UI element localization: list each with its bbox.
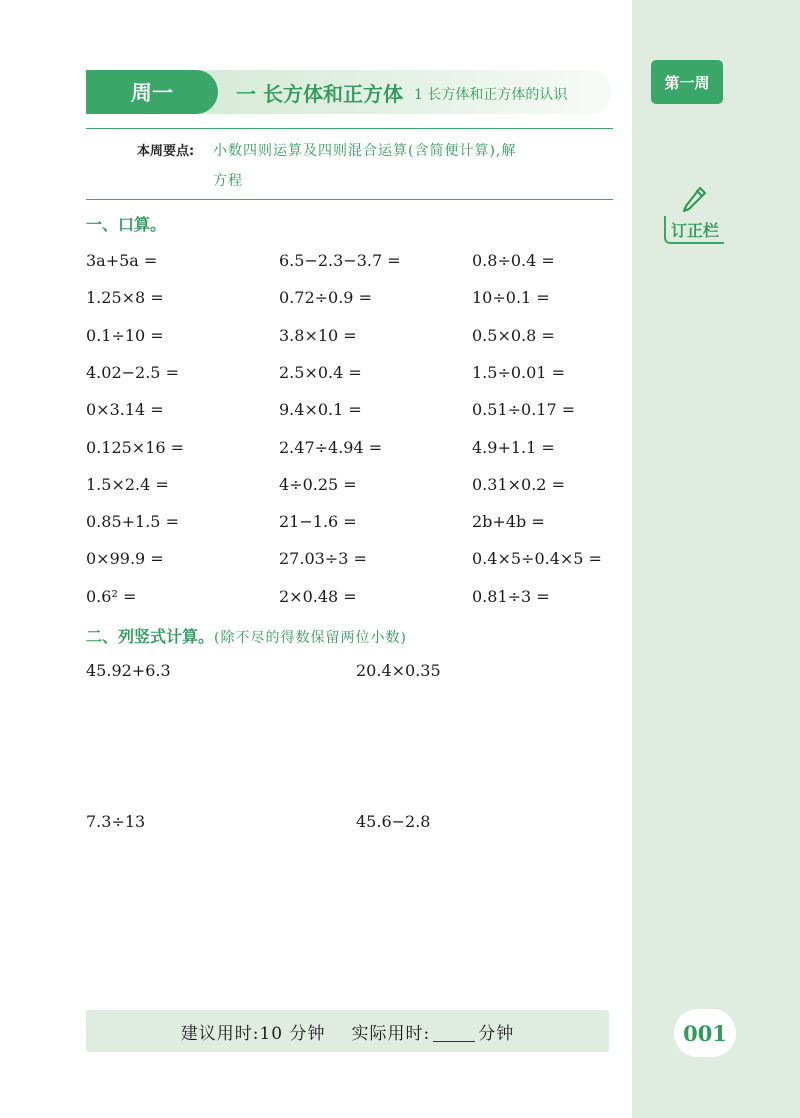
correction-sidebar [632, 0, 800, 1118]
actual-time-label: 实际用时: [351, 1023, 431, 1044]
focus-text: 小数四则运算及四则混合运算(含简便计算),解 [213, 143, 517, 159]
suggested-time: 建议用时:10 分钟 [180, 1023, 326, 1044]
oral-problem: 1.5÷0.01 = [472, 363, 565, 382]
divider [86, 199, 613, 200]
oral-problem: 2b+4b = [472, 512, 545, 531]
vertical-problem: 7.3÷13 [86, 812, 146, 831]
oral-problem: 0.1÷10 = [86, 326, 164, 345]
lesson-title: 1 长方体和正方体的认识 [414, 87, 568, 103]
vertical-problem: 45.6−2.8 [356, 812, 431, 831]
oral-problem: 6.5−2.3−3.7 = [279, 251, 401, 270]
oral-problem: 10÷0.1 = [472, 288, 550, 307]
oral-problem: 0.8÷0.4 = [472, 251, 555, 270]
oral-problem: 3a+5a = [86, 251, 158, 270]
unit-title: 一 长方体和正方体 [236, 82, 403, 106]
time-footer [86, 1010, 609, 1052]
oral-problem: 0.125×16 = [86, 438, 185, 457]
oral-problem: 1.25×8 = [86, 288, 164, 307]
focus-label: 本周要点: [137, 144, 195, 159]
oral-problem: 0.4×5÷0.4×5 = [472, 549, 602, 568]
oral-problem: 2.47÷4.94 = [279, 438, 383, 457]
oral-problem: 2.5×0.4 = [279, 363, 362, 382]
section-heading: 二、列竖式计算。 [86, 627, 215, 646]
oral-problem: 27.03÷3 = [279, 549, 367, 568]
oral-problem: 9.4×0.1 = [279, 400, 362, 419]
oral-problem: 0.5×0.8 = [472, 326, 555, 345]
vertical-problem: 20.4×0.35 [356, 661, 441, 680]
day-tab: 周一 [86, 70, 218, 114]
oral-problem: 0.6² = [86, 587, 137, 606]
actual-time-blank[interactable] [433, 1021, 475, 1042]
oral-problem: 0.51÷0.17 = [472, 400, 576, 419]
pencil-icon [678, 182, 710, 214]
divider [86, 128, 613, 129]
oral-problem: 4.9+1.1 = [472, 438, 555, 457]
oral-problem: 3.8×10 = [279, 326, 357, 345]
correction-column-label: 订正栏 [664, 216, 724, 244]
oral-problem: 1.5×2.4 = [86, 475, 169, 494]
oral-problem: 0.81÷3 = [472, 587, 550, 606]
oral-problem: 21−1.6 = [279, 512, 357, 531]
oral-problem: 2×0.48 = [279, 587, 357, 606]
week-tab: 第一周 [651, 60, 723, 104]
oral-problem: 0×3.14 = [86, 400, 164, 419]
oral-problem: 0.31×0.2 = [472, 475, 565, 494]
time-unit: 分钟 [478, 1023, 515, 1044]
vertical-problem: 45.92+6.3 [86, 661, 171, 680]
focus-text: 方程 [213, 173, 243, 189]
oral-problem: 4.02−2.5 = [86, 363, 179, 382]
oral-problem: 0.85+1.5 = [86, 512, 179, 531]
page-number: 001 [674, 1009, 736, 1057]
section-note: (除不尽的得数保留两位小数) [214, 630, 407, 646]
oral-problem: 0.72÷0.9 = [279, 288, 372, 307]
oral-problem: 4÷0.25 = [279, 475, 357, 494]
section-title-oral: 一、口算。 [86, 215, 167, 234]
section-title-vertical [86, 624, 407, 647]
oral-problem: 0×99.9 = [86, 549, 164, 568]
